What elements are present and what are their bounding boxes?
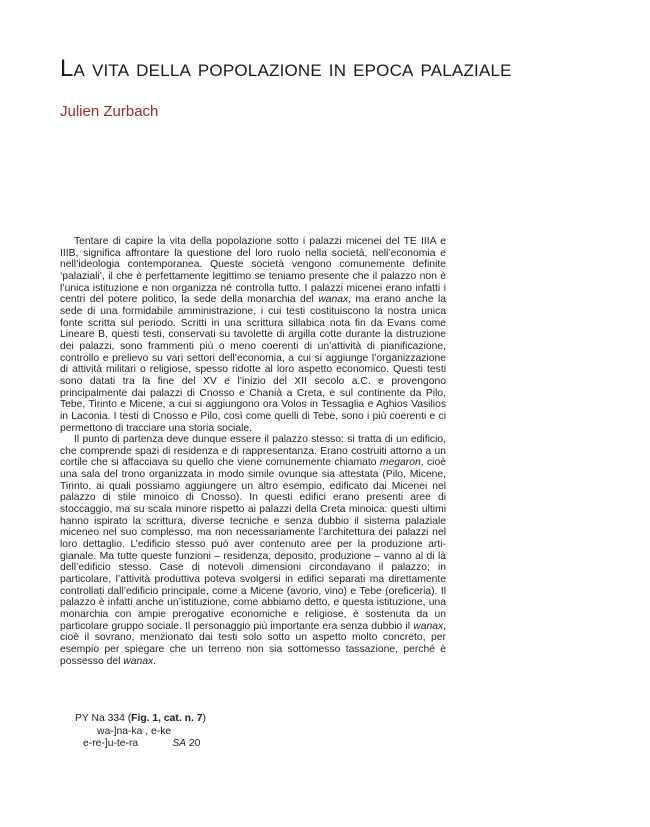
inscription-text: e-re-]u-te-ra bbox=[83, 738, 139, 749]
ideogram-entry bbox=[172, 738, 200, 751]
tablet-id: PY Na 334 bbox=[75, 713, 125, 724]
text-segment: Il punto di partenza deve dunque essere il palazzo stesso: si tratta di un edificio, che comprende spazi di residenza e di rappresentanza. Erano costruiti attorno a un cortile che si affacciava su quello che viene comunemente chiamato bbox=[60, 434, 446, 469]
paragraph-2 bbox=[60, 434, 446, 667]
author-name: Julien Zurbach bbox=[60, 103, 159, 120]
text-segment: , cioè una sala del trono organizzata in modo simile ovunque sia attestata (Pilo, Micene, Tirinto, ai quali possiamo aggiungere un altro esempio, edificato dai Micenei nel palazzo di stile minoico di Cnosso). In questi edifici erano presenti aree di stoccaggio, ma su scala minore rispetto ai palazzi della Creta minoica: questi ultimi hanno ispirato la scrittura, diverse tecniche e senza dubbio il sistema palaziale miceneo nel suo complesso, ma non necessariamente l’architettura dei palazzi nel loro dettaglio. L’edificio stesso può aver contenuto aree per la produzione artigianale. Ma tutte queste funzioni – residenza, deposito, produzione – vanno al di là dell’edificio stesso. Case di notevoli dimensioni circondavano il palazzo; in particolare, l’attività produttiva poteva svolgersi in edifici separati ma direttamente controllati dall’edificio principale, come a Micene (avorio, vino) e Tebe (oreficeria). Il palazzo è infatti anche un’istituzione, come abbiamo detto, e questa istituzione, una monarchia con ampie prerogative economiche e religiose, è sostenuta da un particolare gruppo sociale. Il personaggio più importante era senza dubbio il bbox=[60, 457, 446, 632]
paragraph-1 bbox=[60, 236, 446, 434]
italic-term: megaron bbox=[379, 457, 421, 469]
text-segment: , cioè il sovrano, menzionato dai testi solo sotto un aspetto molto concreto, per esempio per spiegare che un terreno non sia sottomesso tassazione, perché è possesso del bbox=[60, 620, 446, 667]
body-text bbox=[60, 236, 446, 667]
inscription-line-2: wa-]na-ka , e-ke bbox=[97, 725, 172, 737]
tablet-inscription bbox=[75, 713, 335, 751]
paren-open: ( bbox=[124, 713, 132, 724]
text-segment: Tentare di capire la vita della popolazione sotto i palazzi micenei del TE IIIA e IIIB, significa affrontare la questione del loro ruolo nella società, nell’economia e nell’ideologia contemporanea. Queste società vengono comunemente definite ‘palaziali’, il che è perfettamente legittimo se teniamo presente che il palazzo non è l’unica istituzione e non organizza né controlla tutto. I palazzi micenei erano infatti i centri del potere politico, la sede della monarchia del bbox=[60, 236, 446, 306]
page-title: La vita della popolazione in epoca palaziale bbox=[60, 55, 512, 82]
italic-term: wanax bbox=[123, 655, 154, 667]
paren-close: ) bbox=[202, 713, 206, 724]
quantity: 20 bbox=[186, 738, 201, 749]
ideogram: SA bbox=[172, 738, 186, 749]
figure-reference: Fig. 1, cat. n. 7 bbox=[131, 713, 203, 724]
inscription-reference bbox=[75, 713, 335, 726]
italic-term: wanax bbox=[318, 294, 349, 306]
text-segment: . bbox=[153, 655, 157, 667]
italic-term: wanax bbox=[413, 620, 444, 632]
inscription-line-3 bbox=[83, 738, 335, 751]
text-segment: , ma erano anche la sede di una formidabile amministrazione, i cui testi costituiscono la nostra unica fonte scritta sul periodo. Scritti in una scrittura sillabica nota fin da Evans come Lineare B, questi testi, conservati su tavolette di argilla cotte durante la distruzione dei palazzi, sono frammenti più o meno coerenti di un’attività di pianificazione, controllo e prelievo su vari settori dell’economia, a cui si aggiunge l’organizzazione di attività militari o religiose, spesso ridotte al loro aspetto economico. Questi testi sono datati tra la fine del XV e l’inizio del XII secolo a.C. e provengono principalmente dai palazzi di Cnosso e Chanià a Creta, e sul continente da Pilo, Tebe, Tirinto e Micene, a cui si aggiungono ora Volos in Tessaglia e Aghios Vasilios in Laconia. I testi di Cnosso e Pilo, così come quelli di Tebe, sono i più coerenti e ci permettono di tracciare una storia sociale. bbox=[60, 294, 447, 434]
